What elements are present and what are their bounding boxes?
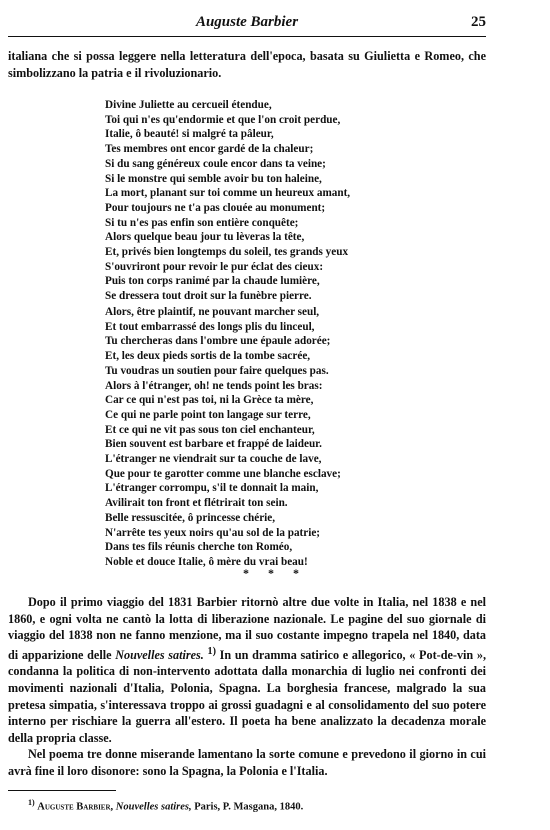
- intro-paragraph: italiana che si possa leggere nella letteratura dell'epoca, basata su Giulietta e Romeo, che simbolizzano la patria e il rivoluzionario.: [8, 49, 486, 80]
- header-rule: [8, 36, 486, 37]
- poem-line: Alors à l'étranger, oh! ne tends point les bras:: [105, 379, 323, 392]
- poem-line: Que pour te garotter comme une blanche esclave;: [105, 467, 341, 480]
- poem-line: Et, les deux pieds sortis de la tombe sacrée,: [105, 350, 311, 363]
- poem-line: Bien souvent est barbare et frappé de laideur.: [105, 438, 322, 451]
- running-title: Auguste Barbier: [195, 14, 299, 30]
- footnote-publisher: Paris, P. Masgana, 1840.: [194, 801, 304, 813]
- poem-line: Italie, ô beauté! si malgré ta pâleur,: [105, 128, 274, 141]
- footnote-author: Auguste Barbier,: [37, 801, 114, 813]
- poem-line: Tes membres ont encor gardé de la chaleur;: [105, 143, 314, 156]
- footnote: [28, 798, 303, 813]
- footnote-reference: 1): [207, 645, 216, 657]
- poem-line: Belle ressuscitée, ô princesse chérie,: [105, 511, 276, 524]
- body-paragraph-2: Nel poema tre donne miserande lamentano la sorte comune e prevedono il giorno in cui avrà fine il loro disonore: sono la Spagna, la Polonia e l'Italia.: [8, 747, 486, 778]
- poem-stanza-1: [105, 98, 505, 304]
- poem-line: Si le monstre qui semble avoir bu ton haleine,: [105, 172, 322, 185]
- page-number: 25: [471, 14, 486, 30]
- poem-line: Ce qui ne parle point ton langage sur terre,: [105, 408, 311, 421]
- body-paragraph-1-part-b: In un dramma satirico e allegorico, « Pot-de-vin », condanna la politica di non-intervento adottata dalla monarchia di luglio nei confronti dei movimenti nazionali d'Italia, Polonia, Spagna. La borghesia francese, malgrado la sua pretesa simpatia, s'interessava troppo ai grossi guadagni e al consolidamento del suo potere interno per rischiare la guerra all'estero. Il poeta ha bene analizzato la decadenza morale della propria classe.: [8, 647, 487, 745]
- poem-line: Tu chercheras dans l'ombre une épaule adorée;: [105, 335, 331, 348]
- body-paragraph-1-part-a: Dopo il primo viaggio del 1831 Barbier ritornò altre due volte in Italia, nel 1838 e nel 1860, e ogni volta ne cantò la lotta di liberazione nazionale. Le pagine del suo giornale di viaggio del 1838 non ne fanno menzione, ma il suo costante impegno trapela nel 1840, data di apparizione delle: [8, 595, 486, 662]
- poem-line: Divine Juliette au cercueil étendue,: [105, 99, 272, 111]
- poem-line: Car ce qui n'est pas toi, ni la Grèce ta mère,: [105, 394, 314, 407]
- poem-line: S'ouvriront pour revoir le pur éclat des cieux:: [105, 260, 324, 273]
- poem-line: Si tu n'es pas enfin son entière conquête;: [105, 216, 299, 229]
- poem-line: L'étranger ne viendrait sur ta couche de lave,: [105, 453, 322, 466]
- poem-line: Et ce qui ne vit pas sous ton ciel enchanteur,: [105, 423, 315, 436]
- poem-line: Et, privés bien longtemps du soleil, tes grands yeux: [105, 246, 349, 259]
- poem-line: L'étranger corrompu, s'il te donnait la main,: [105, 482, 319, 495]
- poem-line: Puis ton corps ranimé par la chaude lumière,: [105, 275, 320, 288]
- poem-line: Pour toujours ne t'a pas clouée au monument;: [105, 201, 326, 214]
- poem-line: Alors quelque beau jour tu lèveras la tête,: [105, 231, 305, 244]
- running-header: [8, 6, 486, 36]
- body-text: [8, 594, 486, 780]
- poem-line: N'arrête tes yeux noirs qu'au sol de la patrie;: [105, 526, 321, 539]
- poem-line: Noble et douce Italie, ô mère du vrai beau!: [105, 555, 308, 568]
- poem-line: Alors, être plaintif, ne pouvant marcher seul,: [105, 306, 320, 318]
- poem-line: Et tout embarrassé des longs plis du linceul,: [105, 320, 315, 333]
- poem-line: Avilirait ton front et flétrirait ton sein.: [105, 497, 288, 510]
- poem-line: Dans tes fils réunis cherche ton Roméo,: [105, 541, 293, 554]
- section-separator: * * *: [243, 566, 307, 580]
- poem-line: Si du sang généreux coule encor dans ta veine;: [105, 157, 326, 170]
- footnote-rule: [8, 790, 116, 791]
- footnote-marker: 1): [28, 798, 35, 807]
- poem-line: La mort, planant sur toi comme un heureux amant,: [105, 187, 351, 200]
- work-title: Nouvelles satires.: [115, 647, 204, 662]
- poem-line: Se dressera tout droit sur la funèbre pierre.: [105, 290, 312, 303]
- poem-stanza-2: [105, 305, 505, 570]
- poem-line: Toi qui n'es qu'endormie et que l'on croit perdue,: [105, 113, 341, 126]
- footnote-work: Nouvelles satires,: [115, 801, 192, 813]
- poem-line: Tu voudras un soutien pour faire quelques pas.: [105, 364, 329, 377]
- body-paragraph-1: [8, 594, 486, 746]
